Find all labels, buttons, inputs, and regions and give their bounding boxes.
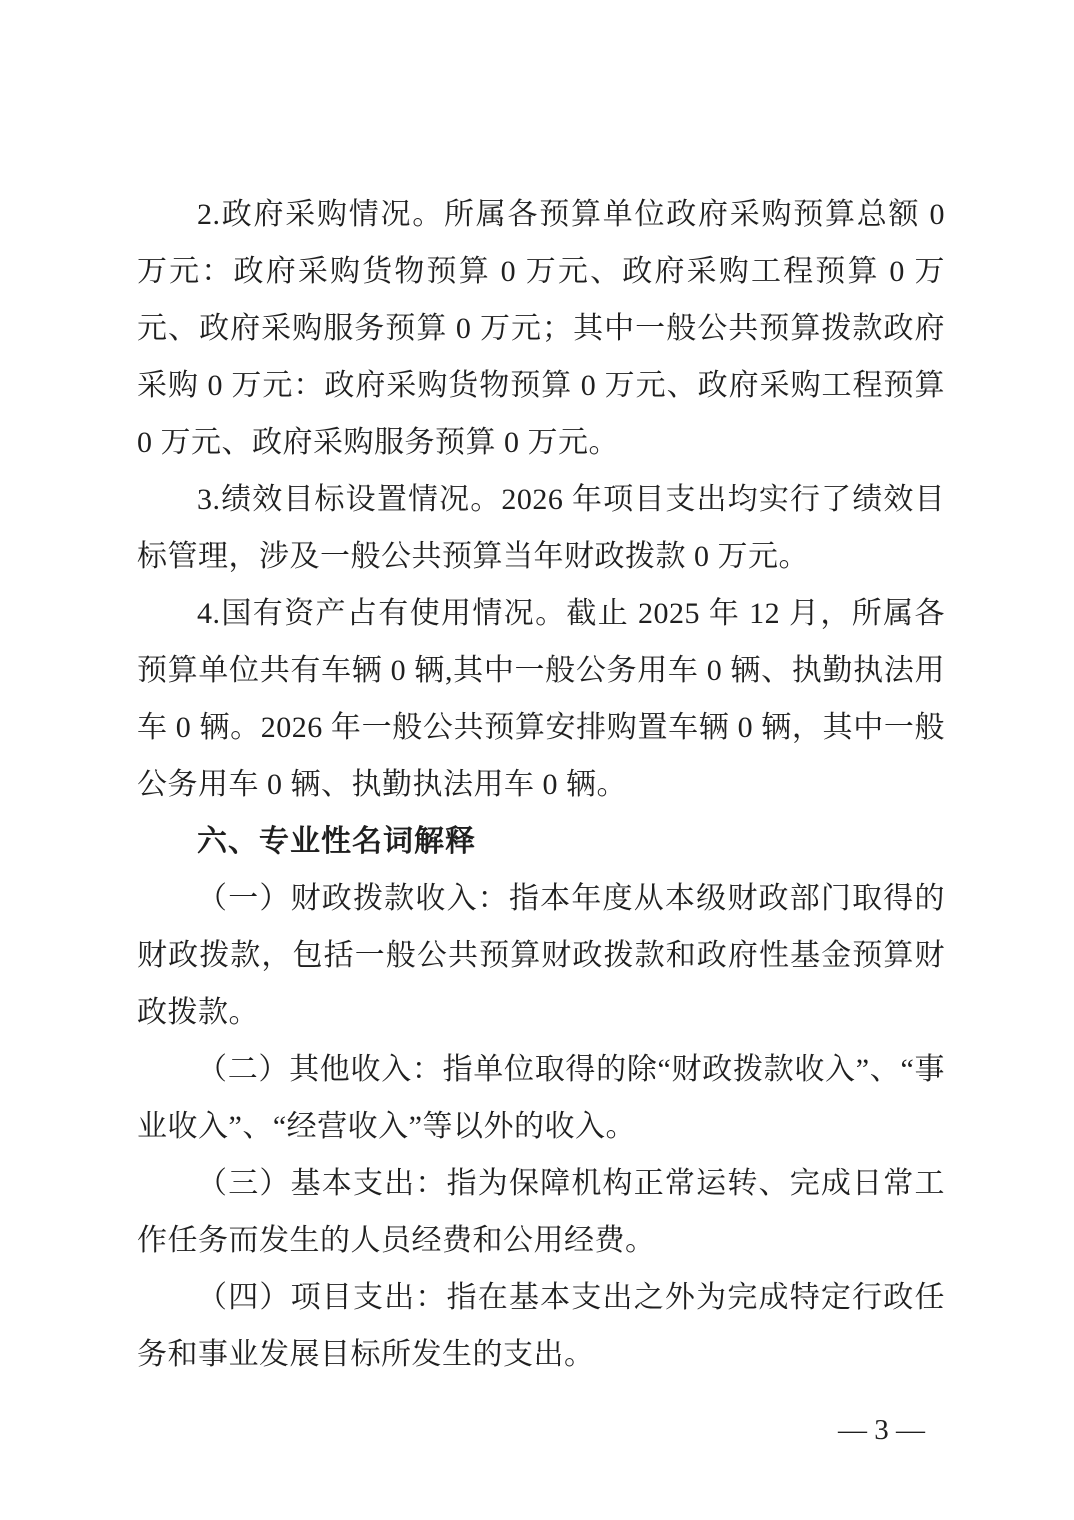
paragraph-performance-targets: 3.绩效目标设置情况。2026 年项目支出均实行了绩效目标管理，涉及一般公共预算当年财政拨款 0 万元。 [137,483,945,573]
page-number: — 3 — [838,1414,925,1446]
paragraph-term-other-income: （二）其他收入：指单位取得的除“财政拨款收入”、“事业收入”、“经营收入”等以外的收入。 [137,1053,945,1143]
paragraph-state-assets: 4.国有资产占有使用情况。截止 2025 年 12 月，所属各预算单位共有车辆 0 辆,其中一般公务用车 0 辆、执勤执法用车 0 辆。2026 年一般公共预算安排购置车辆 0 辆，其中一般公务用车 0 辆、执勤执法用车 0 辆。 [137,597,945,801]
section-heading-terminology: 六、专业性名词解释 [197,825,476,858]
paragraph-government-procurement: 2.政府采购情况。所属各预算单位政府采购预算总额 0 万元：政府采购货物预算 0 万元、政府采购工程预算 0 万元、政府采购服务预算 0 万元；其中一般公共预算拨款政府采购 0 万元：政府采购货物预算 0 万元、政府采购工程预算 0 万元、政府采购服务预算 0 万元。 [137,198,945,459]
paragraph-term-project-expenditure: （四）项目支出：指在基本支出之外为完成特定行政任务和事业发展目标所发生的支出。 [137,1281,945,1371]
paragraph-term-fiscal-appropriation-income: （一）财政拨款收入：指本年度从本级财政部门取得的财政拨款，包括一般公共预算财政拨款和政府性基金预算财政拨款。 [137,882,945,1029]
paragraph-term-basic-expenditure: （三）基本支出：指为保障机构正常运转、完成日常工作任务而发生的人员经费和公用经费。 [137,1167,945,1257]
